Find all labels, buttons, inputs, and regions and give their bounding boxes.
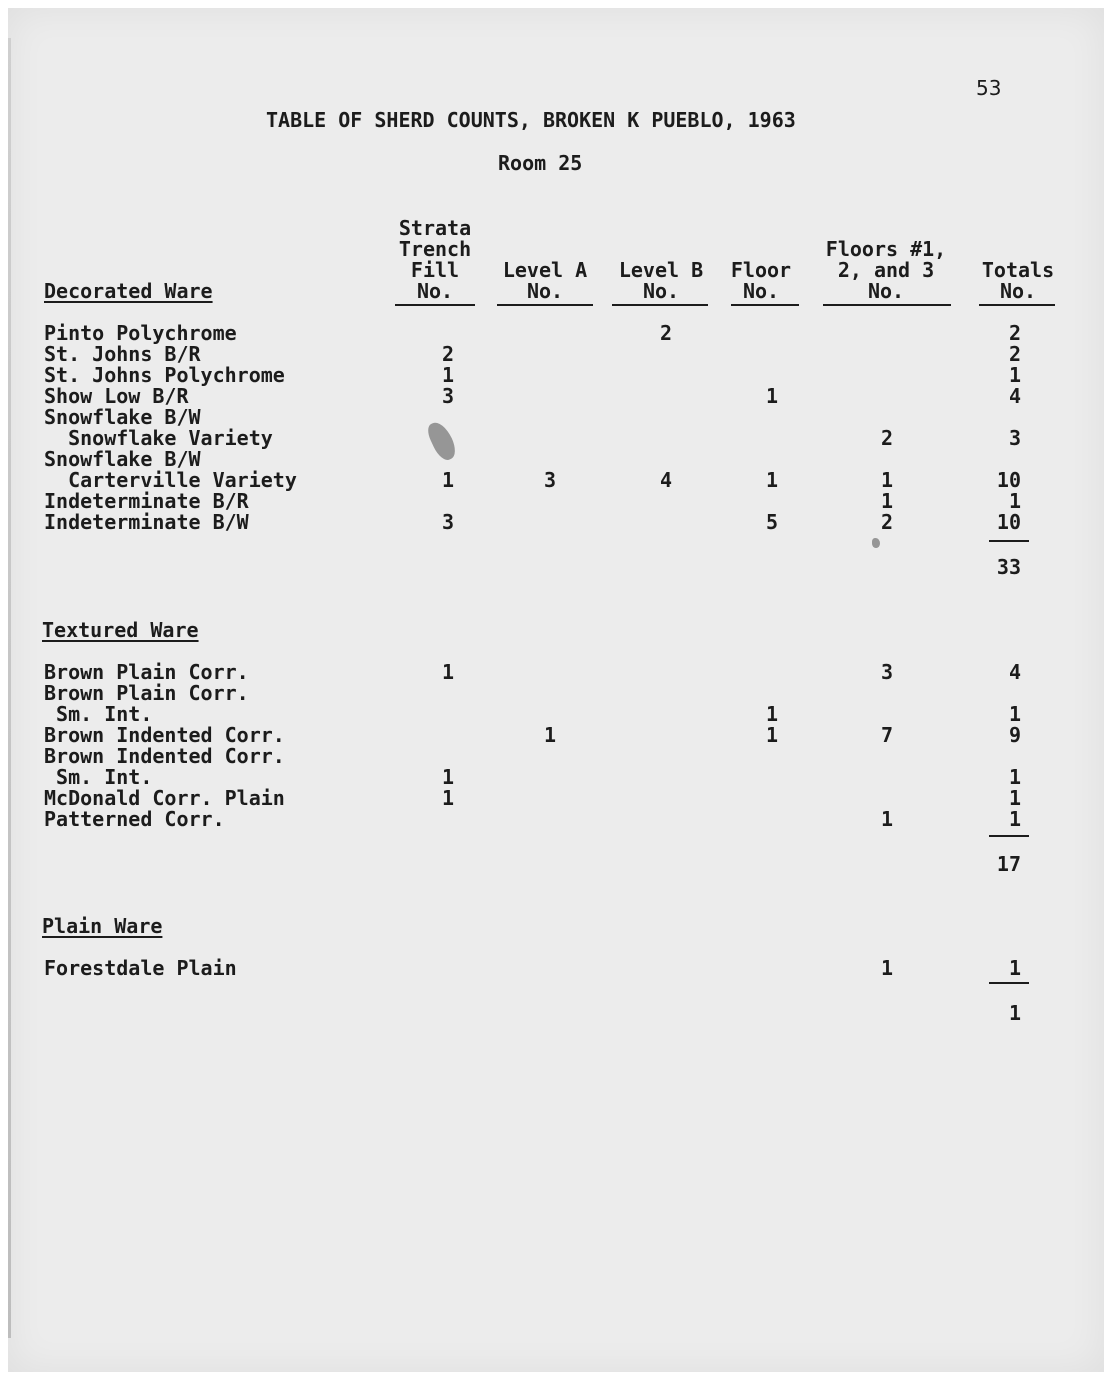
cell-floor: 1 <box>765 384 779 408</box>
cell-total: 10 <box>996 468 1021 492</box>
ink-smudge <box>872 538 880 548</box>
cell-strata: 1 <box>441 660 455 684</box>
cell-floors: 7 <box>880 723 894 747</box>
row-label: Indeterminate B/W <box>44 510 249 534</box>
section-subtotal-plain: 1 <box>1008 1001 1021 1025</box>
document-title: TABLE OF SHERD COUNTS, BROKEN K PUEBLO, 1963 <box>266 108 796 132</box>
header-totals: Totals No. <box>981 258 1055 303</box>
document-subtitle: Room 25 <box>498 151 583 175</box>
cell-floor: 1 <box>765 702 779 726</box>
cell-total: 10 <box>996 510 1021 534</box>
cell-floors: 2 <box>880 510 894 534</box>
cell-levelB: 2 <box>659 321 673 345</box>
row-label: Sm. Int. <box>44 702 153 726</box>
cell-total: 1 <box>1008 363 1021 387</box>
document-page <box>8 8 1104 1372</box>
cell-total: 2 <box>1008 342 1021 366</box>
cell-total: 1 <box>1008 807 1021 831</box>
header-floor: Floor No. <box>730 258 792 303</box>
section-heading-decorated: Decorated Ware <box>44 279 213 303</box>
header-rule <box>497 304 593 306</box>
row-label: Brown Indented Corr. <box>44 723 285 747</box>
cell-strata: 1 <box>441 786 455 810</box>
header-strata-trench-fill: Strata Trench Fill No. <box>398 216 472 303</box>
sum-rule <box>989 540 1029 542</box>
row-label: Patterned Corr. <box>44 807 225 831</box>
cell-floors: 2 <box>880 426 894 450</box>
cell-floors: 1 <box>880 468 894 492</box>
cell-total: 2 <box>1008 321 1021 345</box>
row-label: Indeterminate B/R <box>44 489 249 513</box>
cell-total: 4 <box>1008 384 1021 408</box>
cell-floors: 3 <box>880 660 894 684</box>
section-heading-textured: Textured Ware <box>42 618 199 642</box>
cell-floor: 1 <box>765 723 779 747</box>
header-floors-1-2-3: Floors #1, 2, and 3 No. <box>825 237 947 303</box>
row-label: Forestdale Plain <box>44 956 237 980</box>
cell-total: 9 <box>1008 723 1021 747</box>
cell-total: 1 <box>1008 489 1021 513</box>
cell-levelA: 1 <box>543 723 557 747</box>
cell-total: 1 <box>1008 786 1021 810</box>
row-label: Pinto Polychrome <box>44 321 237 345</box>
cell-strata: 1 <box>441 363 455 387</box>
row-label: Brown Plain Corr. <box>44 660 249 684</box>
header-rule <box>731 304 799 306</box>
page-number: 53 <box>976 76 1002 100</box>
row-label: Brown Indented Corr. <box>44 744 285 768</box>
cell-strata: 3 <box>441 510 455 534</box>
row-label: Sm. Int. <box>44 765 153 789</box>
cell-floor: 5 <box>765 510 779 534</box>
sum-rule <box>989 835 1029 837</box>
row-label: Snowflake B/W <box>44 447 201 471</box>
row-label: McDonald Corr. Plain <box>44 786 285 810</box>
cell-total: 1 <box>1008 956 1021 980</box>
cell-strata: 2 <box>441 342 455 366</box>
section-subtotal-textured: 17 <box>996 852 1021 876</box>
cell-strata: 1 <box>441 468 455 492</box>
sum-rule <box>989 982 1029 984</box>
section-subtotal-decorated: 33 <box>996 555 1021 579</box>
cell-floors: 1 <box>880 956 894 980</box>
cell-levelA: 3 <box>543 468 557 492</box>
row-label: St. Johns B/R <box>44 342 201 366</box>
header-level-a: Level A No. <box>502 258 588 303</box>
cell-total: 4 <box>1008 660 1021 684</box>
row-label: Snowflake Variety <box>44 426 273 450</box>
header-level-b: Level B No. <box>618 258 704 303</box>
cell-levelB: 4 <box>659 468 673 492</box>
header-rule <box>395 304 475 306</box>
row-label: Brown Plain Corr. <box>44 681 249 705</box>
row-label: St. Johns Polychrome <box>44 363 285 387</box>
header-rule <box>612 304 708 306</box>
cell-total: 1 <box>1008 702 1021 726</box>
cell-strata: 3 <box>441 384 455 408</box>
section-heading-plain: Plain Ware <box>42 914 163 938</box>
cell-total: 1 <box>1008 765 1021 789</box>
row-label: Snowflake B/W <box>44 405 201 429</box>
row-label: Carterville Variety <box>44 468 297 492</box>
header-rule <box>979 304 1055 306</box>
cell-floors: 1 <box>880 807 894 831</box>
cell-total: 3 <box>1008 426 1021 450</box>
ink-smudge <box>424 419 459 464</box>
header-rule <box>823 304 951 306</box>
cell-floors: 1 <box>880 489 894 513</box>
cell-strata: 1 <box>441 765 455 789</box>
cell-floor: 1 <box>765 468 779 492</box>
row-label: Show Low B/R <box>44 384 189 408</box>
